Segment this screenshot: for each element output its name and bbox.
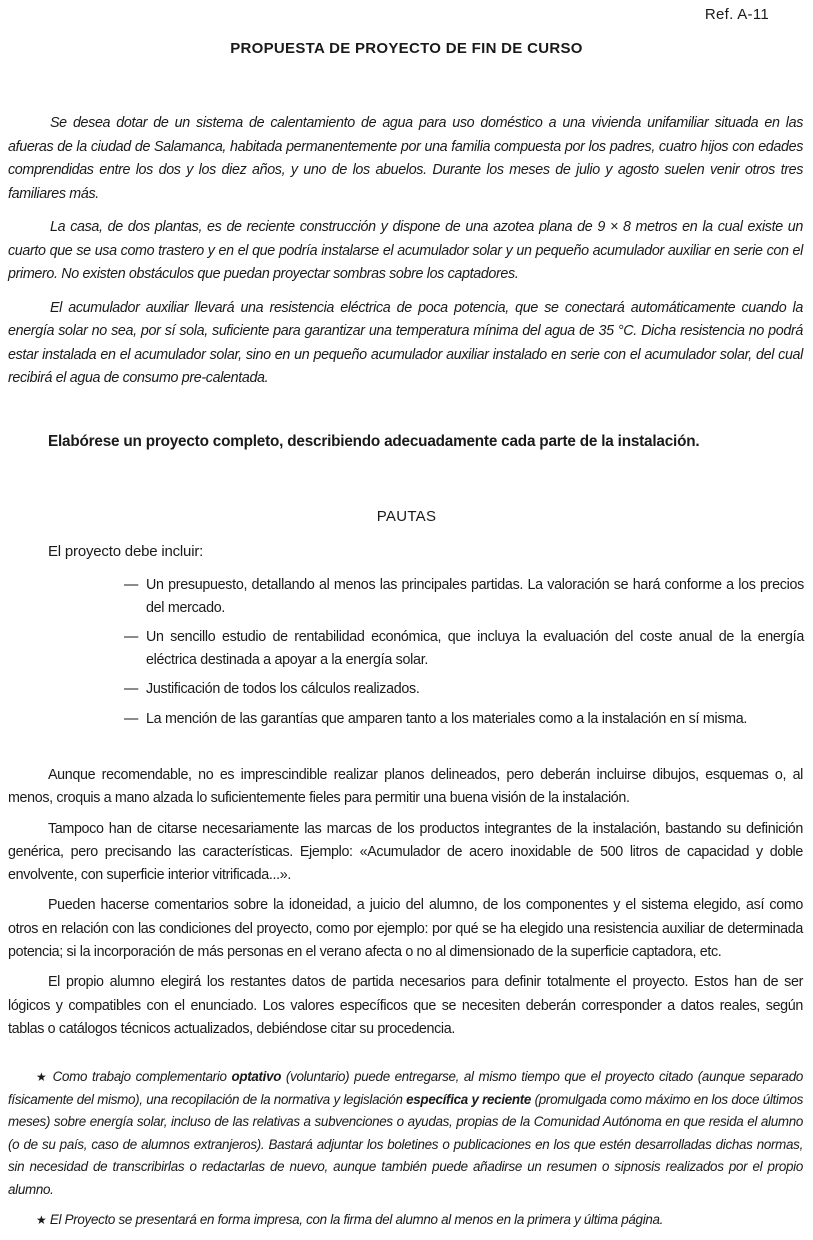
dash-bullet: — (124, 629, 138, 645)
body-paragraph: Aunque recomendable, no es imprescindible realizar planos delineados, pero deberán incluirse dibujos, esquemas o, al menos, croquis a mano alzada lo suficientemente fieles para permitir una buena visión de la instalación. (8, 767, 803, 807)
list-item (124, 574, 804, 619)
body-paragraph: El propio alumno elegirá los restantes datos de partida necesarios para definir totalmente el proyecto. Estos han de ser lógicos y compatibles con el enunciado. Los valores específicos que se necesiten deberán corresponder a datos reales, según tablas o catálogos técnicos actualizados, debiéndose citar su procedencia. (8, 974, 803, 1037)
note-emphasis: específica y reciente (406, 1091, 532, 1107)
dash-bullet: — (124, 681, 138, 697)
submission-note (8, 1209, 803, 1232)
intro-paragraph: Se desea dotar de un sistema de calentamiento de agua para uso doméstico a una vivienda unifamiliar situada en las afueras de la ciudad de Salamanca, habitada permanentemente por una familia compuesta por los padres, cuatro hijos con edades comprendidas entre los dos y los diez años, y uno de los abuelos. Durante los meses de julio y agosto suelen venir otros tres familiares más. (8, 115, 803, 202)
list-item-text: Justificación de todos los cálculos realizados. (146, 681, 420, 697)
star-icon: ★ (36, 1213, 47, 1227)
requirements-intro: El proyecto debe incluir: (48, 543, 204, 560)
task-statement: Elabórese un proyecto completo, describiendo adecuadamente cada parte de la instalación. (48, 433, 700, 450)
dash-bullet: — (124, 710, 138, 727)
body-paragraph: Pueden hacerse comentarios sobre la idoneidad, a juicio del alumno, de los componentes y el sistema elegido, así como otros en relación con las condiciones del proyecto, como por ejemplo: por qué se ha elegido una resistencia auxiliar de determinada potencia; si la incorporación de más personas en el verano afecta o no al dimensionado de la superficie captadora, etc. (8, 897, 803, 961)
note-text: Como trabajo complementario (52, 1069, 232, 1084)
list-item-text: Un presupuesto, detallando al menos las principales partidas. La valoración se hará conforme a los precios del mercado. (146, 577, 804, 616)
pautas-heading: PAUTAS (376, 508, 437, 525)
note-text: (voluntario) puede entregarse, al mismo tiempo que el proyecto citado (aunque separado físicamente del mismo), una recopilación de la normativa y legislación (8, 1069, 803, 1107)
intro-section (8, 112, 803, 401)
list-item (124, 678, 804, 701)
note-text: El Proyecto se presentará en forma impresa, con la firma del alumno al menos en la primera y última página. (49, 1212, 664, 1227)
note-emphasis: optativo (231, 1069, 282, 1084)
optional-work-note (8, 1066, 803, 1201)
list-item (124, 708, 804, 731)
dash-bullet: — (124, 577, 138, 593)
list-item-text: Un sencillo estudio de rentabilidad económica, que incluya la evaluación del coste anual de la energía eléctrica destinada a apoyar a la energía solar. (146, 629, 804, 668)
requirements-list (124, 574, 804, 737)
notes-section (8, 1066, 803, 1240)
intro-paragraph: La casa, de dos plantas, es de reciente construcción y dispone de una azotea plana de 9 × 8 metros en la cual existe un cuarto que se usa como trastero y en el que podría instalarse el acumulador solar y un pequeño acumulador auxiliar en serie con el primero. No existen obstáculos que puedan proyectar sombras sobre los captadores. (8, 219, 803, 282)
intro-paragraph: El acumulador auxiliar llevará una resistencia eléctrica de poca potencia, que se conectará automáticamente cuando la energía solar no sea, por sí sola, suficiente para garantizar una temperatura mínima del agua de 35 °C. Dicha resistencia no podrá estar instalada en el acumulador solar, sino en un pequeño acumulador auxiliar instalado en serie con el acumulador solar, del cual recibirá el agua de consumo pre-calentada. (8, 299, 803, 386)
list-item-text: La mención de las garantías que amparen tanto a los materiales como a la instalación en sí misma. (146, 710, 748, 727)
reference-code: Ref. A-11 (704, 6, 769, 23)
page-title: PROPUESTA DE PROYECTO DE FIN DE CURSO (230, 40, 583, 57)
body-paragraph: Tampoco han de citarse necesariamente las marcas de los productos integrantes de la instalación, bastando su definición genérica, pero precisando las características. Ejemplo: «Acumulador de acero inoxidable de 500 litros de capacidad y doble envolvente, con superficie interior vitrificada...». (8, 820, 803, 884)
note-text: (promulgada como máximo en los doce últimos meses) sobre energía solar, incluso de las relativas a subvenciones o ayudas, propias de la Comunidad Autónoma en que resida el alumno (o de su país, caso de alumnos extranjeros). Bastará adjuntar los boletines o publicaciones en los que estén desarrolladas dichas normas, sin necesidad de transcribirlas o redactarlas de nuevo, aunque también puede añadirse un resumen o sipnosis realizados por el propio alumno. (8, 1091, 804, 1197)
list-item (124, 626, 804, 671)
guidelines-section (8, 764, 803, 1048)
star-icon: ★ (36, 1070, 48, 1084)
